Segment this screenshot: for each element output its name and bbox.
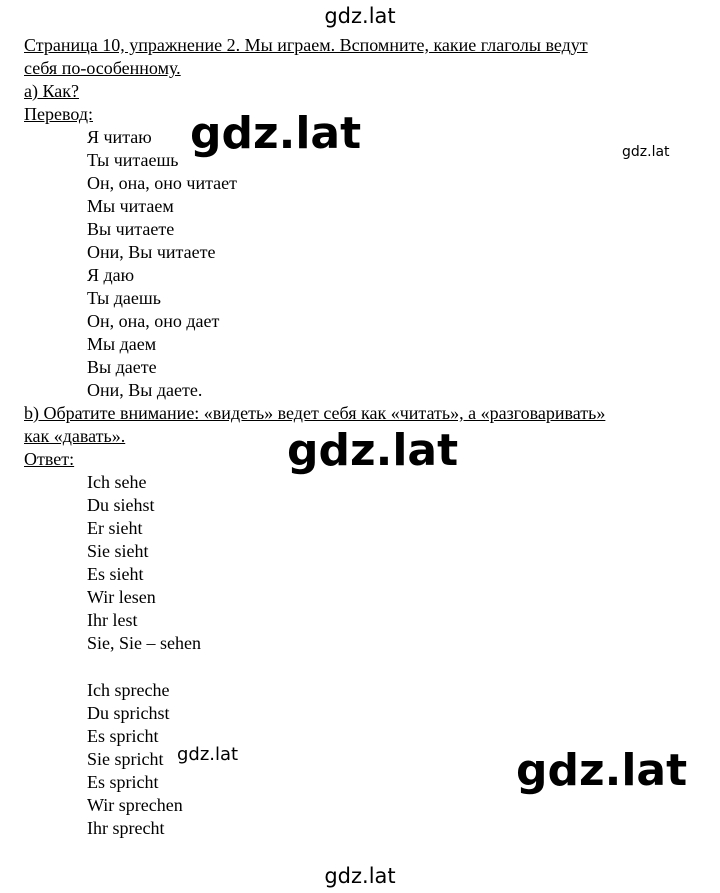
translation-line: Ты даешь (87, 288, 161, 308)
answer-line: Ich sehe (87, 472, 147, 492)
translation-line: Я читаю (87, 127, 152, 147)
watermark-large-3: gdz.lat (516, 745, 688, 796)
answer-line: Er sieht (87, 518, 143, 538)
watermark-large-2: gdz.lat (287, 425, 459, 476)
heading-line-1: Страница 10, упражнение 2. Мы играем. Вспомните, какие глаголы ведут (24, 35, 588, 55)
answer-group-1 (87, 471, 201, 655)
translation-line: Он, она, оно дает (87, 311, 220, 331)
answer-line: Ihr lest (87, 610, 138, 630)
translation-label: Перевод: (24, 104, 93, 124)
answer-line: Es sieht (87, 564, 144, 584)
answer-line: Ihr sprecht (87, 818, 165, 838)
answer-group-2 (87, 679, 183, 840)
answer-line: Du siehst (87, 495, 155, 515)
heading-line-2: себя по-особенному. (24, 58, 181, 78)
answer-line: Sie sieht (87, 541, 149, 561)
answer-line: Es spricht (87, 772, 159, 792)
answer-line: Sie spricht (87, 749, 164, 769)
answer-line: Du sprichst (87, 703, 170, 723)
translation-line: Мы даем (87, 334, 157, 354)
translation-line: Вы читаете (87, 219, 175, 239)
translation-line: Ты читаешь (87, 150, 179, 170)
part-a-label: a) Как? (24, 81, 79, 101)
translation-line: Вы даете (87, 357, 157, 377)
answer-line: Wir sprechen (87, 795, 183, 815)
answer-line: Sie, Sie – sehen (87, 633, 201, 653)
answer-line: Ich spreche (87, 680, 170, 700)
translation-line: Они, Вы даете. (87, 380, 203, 400)
translation-list (87, 126, 237, 402)
watermark-top: gdz.lat (324, 4, 396, 28)
part-b-line-2: как «давать». (24, 426, 126, 446)
part-b-line-1: b) Обратите внимание: «видеть» ведет себя как «читать», а «разговаривать» (24, 403, 606, 423)
answer-line: Wir lesen (87, 587, 156, 607)
translation-line: Я даю (87, 265, 135, 285)
translation-line: Он, она, оно читает (87, 173, 238, 193)
watermark-bottom: gdz.lat (324, 864, 396, 888)
watermark-inline: gdz.lat (177, 744, 239, 765)
exercise-heading (24, 34, 696, 80)
answer-line: Es spricht (87, 726, 159, 746)
answer-label: Ответ: (24, 449, 75, 469)
translation-line: Они, Вы читаете (87, 242, 216, 262)
watermark-large-1: gdz.lat (190, 108, 362, 159)
translation-line: Мы читаем (87, 196, 174, 216)
watermark-small-right: gdz.lat (622, 144, 670, 160)
